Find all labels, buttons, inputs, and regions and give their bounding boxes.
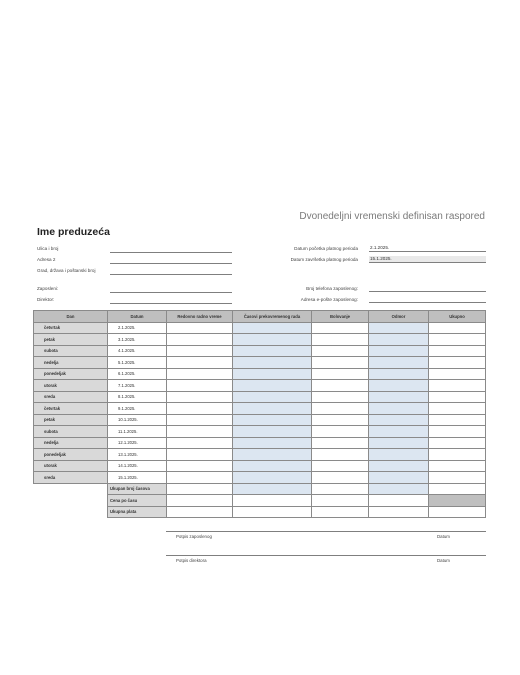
total-cell[interactable] xyxy=(429,449,486,461)
summary-sick-cell[interactable] xyxy=(312,506,369,518)
vacation-cell[interactable] xyxy=(369,403,429,415)
spacer-cell xyxy=(34,495,108,507)
day-cell: ponedeljak xyxy=(34,449,108,461)
regular-hours-cell[interactable] xyxy=(167,460,233,472)
overtime-hours-cell[interactable] xyxy=(233,322,312,334)
sick-cell[interactable] xyxy=(312,437,369,449)
day-cell: nedelja xyxy=(34,357,108,369)
header-day: Dan xyxy=(34,311,108,323)
table-row xyxy=(34,368,486,380)
day-cell: petak xyxy=(34,414,108,426)
overtime-hours-cell[interactable] xyxy=(233,345,312,357)
regular-hours-cell[interactable] xyxy=(167,368,233,380)
pay-period-end-label: Datum završetka platnog perioda xyxy=(290,257,358,262)
vacation-cell[interactable] xyxy=(369,414,429,426)
pay-period-start-field[interactable]: 2.1.2025. xyxy=(369,245,486,252)
table-header-row xyxy=(34,311,486,323)
day-cell: petak xyxy=(34,334,108,346)
table-row xyxy=(34,426,486,438)
total-cell[interactable] xyxy=(429,426,486,438)
summary-sick-cell[interactable] xyxy=(312,483,369,495)
summary-total-cell[interactable] xyxy=(429,506,486,518)
rate-per-hour-row xyxy=(34,495,486,507)
overtime-hours-cell[interactable] xyxy=(233,449,312,461)
summary-label: Cena po času xyxy=(108,495,167,507)
header-date: Datum xyxy=(108,311,167,323)
vacation-cell[interactable] xyxy=(369,357,429,369)
regular-hours-cell[interactable] xyxy=(167,380,233,392)
summary-total-cell[interactable] xyxy=(429,483,486,495)
overtime-hours-cell[interactable] xyxy=(233,380,312,392)
address2-field[interactable] xyxy=(110,263,232,264)
summary-regular-hours-cell[interactable] xyxy=(167,506,233,518)
header-total: Ukupno xyxy=(429,311,486,323)
header-regular-hours: Redovno radno vreme xyxy=(167,311,233,323)
date-cell: 9.1.2025. xyxy=(108,403,167,415)
summary-regular-hours-cell[interactable] xyxy=(167,483,233,495)
employee-phone-label: Broj telefona zaposlenog: xyxy=(306,286,358,291)
table-row xyxy=(34,437,486,449)
total-cell[interactable] xyxy=(429,437,486,449)
day-cell: nedelja xyxy=(34,437,108,449)
total-cell[interactable] xyxy=(429,380,486,392)
day-cell: sreda xyxy=(34,391,108,403)
sick-cell[interactable] xyxy=(312,472,369,484)
regular-hours-cell[interactable] xyxy=(167,391,233,403)
vacation-cell[interactable] xyxy=(369,472,429,484)
vacation-cell[interactable] xyxy=(369,449,429,461)
vacation-cell[interactable] xyxy=(369,322,429,334)
date-cell: 13.1.2025. xyxy=(108,449,167,461)
table-row xyxy=(34,357,486,369)
table-row xyxy=(34,449,486,461)
summary-overtime-hours-cell[interactable] xyxy=(233,506,312,518)
date-cell: 12.1.2025. xyxy=(108,437,167,449)
overtime-hours-cell[interactable] xyxy=(233,368,312,380)
day-cell: sreda xyxy=(34,472,108,484)
manager-signature-line[interactable] xyxy=(166,555,486,556)
table-row xyxy=(34,334,486,346)
employee-phone-field[interactable] xyxy=(369,285,486,292)
employee-email-field[interactable] xyxy=(369,296,486,303)
day-cell: četvrtak xyxy=(34,322,108,334)
spacer-cell xyxy=(34,483,108,495)
sick-cell[interactable] xyxy=(312,414,369,426)
timesheet-table xyxy=(33,310,486,518)
date-cell: 5.1.2025. xyxy=(108,357,167,369)
sick-cell[interactable] xyxy=(312,391,369,403)
table-row xyxy=(34,403,486,415)
date-cell: 10.1.2025. xyxy=(108,414,167,426)
total-cell[interactable] xyxy=(429,334,486,346)
summary-vacation-cell[interactable] xyxy=(369,495,429,507)
vacation-cell[interactable] xyxy=(369,437,429,449)
overtime-hours-cell[interactable] xyxy=(233,334,312,346)
date-cell: 8.1.2025. xyxy=(108,391,167,403)
street-label: Ulica i broj xyxy=(37,246,59,251)
address2-label: Adresa 2 xyxy=(37,257,56,262)
table-row xyxy=(34,414,486,426)
regular-hours-cell[interactable] xyxy=(167,414,233,426)
date-cell: 15.1.2025. xyxy=(108,472,167,484)
regular-hours-cell[interactable] xyxy=(167,403,233,415)
table-row xyxy=(34,472,486,484)
summary-overtime-hours-cell[interactable] xyxy=(233,483,312,495)
employee-field[interactable] xyxy=(110,292,232,293)
table-row xyxy=(34,391,486,403)
day-cell: utorak xyxy=(34,380,108,392)
overtime-hours-cell[interactable] xyxy=(233,403,312,415)
summary-overtime-hours-cell[interactable] xyxy=(233,495,312,507)
regular-hours-cell[interactable] xyxy=(167,426,233,438)
sick-cell[interactable] xyxy=(312,345,369,357)
summary-regular-hours-cell[interactable] xyxy=(167,495,233,507)
summary-vacation-cell[interactable] xyxy=(369,483,429,495)
date-cell: 7.1.2025. xyxy=(108,380,167,392)
date-cell: 11.1.2025. xyxy=(108,426,167,438)
header-vacation: Odmor xyxy=(369,311,429,323)
total-cell[interactable] xyxy=(429,414,486,426)
date-cell: 3.1.2025. xyxy=(108,334,167,346)
manager-signature-label: Potpis direktora xyxy=(176,558,207,563)
summary-total-cell[interactable] xyxy=(429,495,486,507)
overtime-hours-cell[interactable] xyxy=(233,357,312,369)
employee-signature-label: Potpis zaposlenog xyxy=(176,534,212,539)
city-label: Grad, država i poštanski broj xyxy=(37,268,96,273)
pay-period-start-label: Datum početka platnog perioda xyxy=(294,246,358,251)
total-cell[interactable] xyxy=(429,472,486,484)
day-cell: subota xyxy=(34,426,108,438)
summary-vacation-cell[interactable] xyxy=(369,506,429,518)
regular-hours-cell[interactable] xyxy=(167,357,233,369)
overtime-hours-cell[interactable] xyxy=(233,472,312,484)
vacation-cell[interactable] xyxy=(369,345,429,357)
summary-label: Ukupan broj časova xyxy=(108,483,167,495)
table-row xyxy=(34,345,486,357)
day-cell: utorak xyxy=(34,460,108,472)
employee-signature-line[interactable] xyxy=(166,531,486,532)
overtime-hours-cell[interactable] xyxy=(233,460,312,472)
vacation-cell[interactable] xyxy=(369,368,429,380)
date-cell: 4.1.2025. xyxy=(108,345,167,357)
manager-signature-date-label: Datum xyxy=(437,558,450,563)
total-cell[interactable] xyxy=(429,357,486,369)
total-cell[interactable] xyxy=(429,368,486,380)
date-cell: 14.1.2025. xyxy=(108,460,167,472)
vacation-cell[interactable] xyxy=(369,460,429,472)
sick-cell[interactable] xyxy=(312,449,369,461)
overtime-hours-cell[interactable] xyxy=(233,437,312,449)
total-cell[interactable] xyxy=(429,322,486,334)
table-row xyxy=(34,460,486,472)
total-cell[interactable] xyxy=(429,391,486,403)
day-cell: subota xyxy=(34,345,108,357)
regular-hours-cell[interactable] xyxy=(167,345,233,357)
date-cell: 6.1.2025. xyxy=(108,368,167,380)
sick-cell[interactable] xyxy=(312,403,369,415)
header-sick: Bolovanje xyxy=(312,311,369,323)
sick-cell[interactable] xyxy=(312,334,369,346)
overtime-hours-cell[interactable] xyxy=(233,414,312,426)
manager-label: Direktor: xyxy=(37,297,55,302)
employee-signature-date-label: Datum xyxy=(437,534,450,539)
overtime-hours-cell[interactable] xyxy=(233,426,312,438)
pay-period-end-field[interactable]: 15.1.2025. xyxy=(369,256,486,263)
regular-hours-cell[interactable] xyxy=(167,334,233,346)
spacer-cell xyxy=(34,506,108,518)
sick-cell[interactable] xyxy=(312,322,369,334)
date-cell: 2.1.2025. xyxy=(108,322,167,334)
summary-sick-cell[interactable] xyxy=(312,495,369,507)
city-field[interactable] xyxy=(110,274,232,275)
header-overtime-hours: Časovi prekovremenog rada xyxy=(233,311,312,323)
regular-hours-cell[interactable] xyxy=(167,437,233,449)
sick-cell[interactable] xyxy=(312,368,369,380)
company-name: Ime preduzeća xyxy=(37,226,110,238)
regular-hours-cell[interactable] xyxy=(167,322,233,334)
employee-email-label: Adresa e-pošte zaposlenog: xyxy=(300,297,358,302)
day-cell: ponedeljak xyxy=(34,368,108,380)
sick-cell[interactable] xyxy=(312,380,369,392)
overtime-hours-cell[interactable] xyxy=(233,391,312,403)
total-cell[interactable] xyxy=(429,460,486,472)
vacation-cell[interactable] xyxy=(369,380,429,392)
regular-hours-cell[interactable] xyxy=(167,472,233,484)
total-pay-row xyxy=(34,506,486,518)
total-cell[interactable] xyxy=(429,345,486,357)
regular-hours-cell[interactable] xyxy=(167,449,233,461)
total-hours-row xyxy=(34,483,486,495)
employee-label: Zaposleni: xyxy=(37,286,59,291)
sick-cell[interactable] xyxy=(312,357,369,369)
sick-cell[interactable] xyxy=(312,460,369,472)
manager-field[interactable] xyxy=(110,303,232,304)
document-title: Dvonedeljni vremenski definisan raspored xyxy=(299,211,485,222)
day-cell: četvrtak xyxy=(34,403,108,415)
table-row xyxy=(34,380,486,392)
total-cell[interactable] xyxy=(429,403,486,415)
vacation-cell[interactable] xyxy=(369,334,429,346)
vacation-cell[interactable] xyxy=(369,426,429,438)
sick-cell[interactable] xyxy=(312,426,369,438)
street-field[interactable] xyxy=(110,252,232,253)
summary-label: Ukupna plata xyxy=(108,506,167,518)
vacation-cell[interactable] xyxy=(369,391,429,403)
table-row xyxy=(34,322,486,334)
